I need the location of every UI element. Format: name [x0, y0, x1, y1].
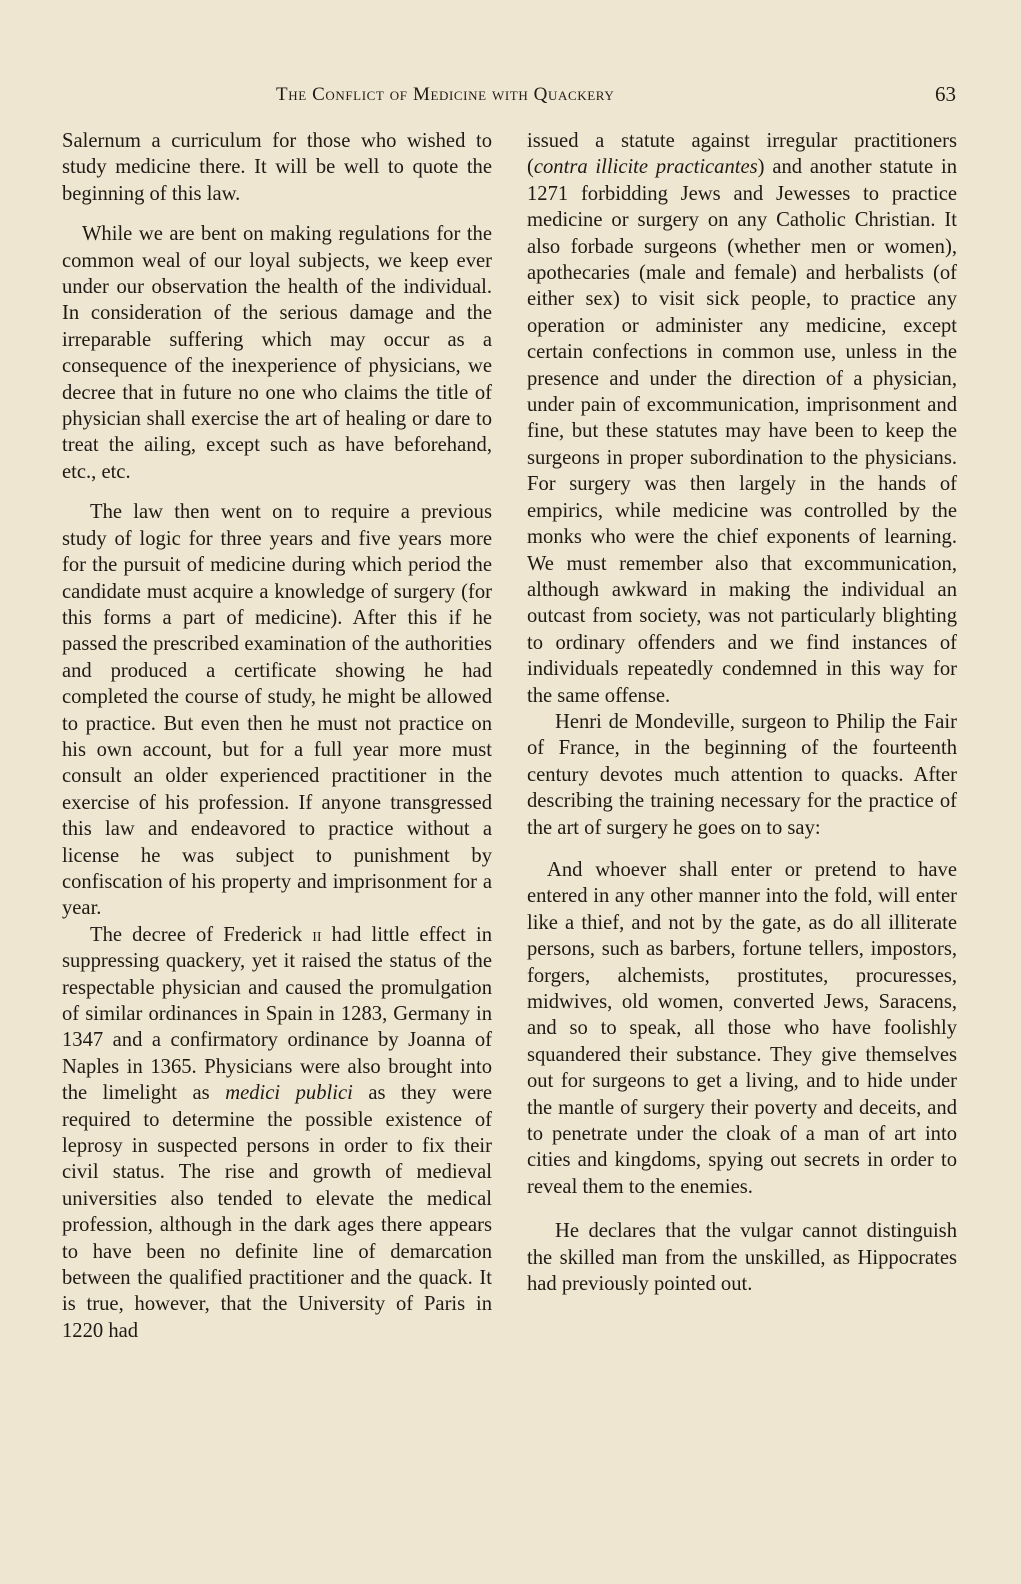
paragraph-law-requirements: The law then went on to require a previous study of logic for three years and five years more for the pursuit of medicine during which period the candidate must acquire a knowledge of surgery (for this forms a part of medicine). After this if he passed the prescribed examination of the authorities and produced a certificate showing he had completed the course of study, he might be allowed to practice. But even then he must not practice on his own account, but for a full year more must consult an older experienced practitioner in the exercise of his profession. If anyone transgressed this law and endeavored to practice without a license he was subject to punishment by confiscation of his property and imprisonment for a year.: [62, 501, 492, 920]
statute-text-a: issued a statute against irregular practitioners (: [527, 130, 957, 179]
law-quotation: [62, 221, 492, 485]
page-number: 63: [935, 82, 956, 106]
mondeville-quotation: [527, 857, 957, 1200]
mondeville-quote-text: And whoever shall enter or pretend to have entered in any other manner into the fold, will enter like a thief, and not by the gate, as do all illiterate persons, such as barbers, fortune tellers, impostors, forgers, alchemists, prostitutes, procuresses, midwives, old women, converted Jews, Saracens, and so to speak, all those who have foolishly squandered their substance. They give themselves out for surgeons to get a living, and to hide under the mantle of surgery their poverty and deceits, and to penetrate under the cloak of a man of art into cities and kingdoms, spying out secrets in order to reveal them to the enemies.: [527, 858, 957, 1198]
right-column: [527, 128, 957, 1297]
decree-text-c: as they were required to determine the possible existence of leprosy in suspected persons in order to fix their civil status. The rise and growth of medieval universities also tended to elevate the medical profession, although in the dark ages there appears to have been no definite line of demarcation between the qualified practitioner and the quack. It is true, however, that the University of Paris in 1220 had: [62, 1082, 492, 1342]
decree-text-a: The decree of Frederick: [90, 923, 313, 946]
italic-contra-illicite: contra illicite practicantes: [533, 156, 758, 179]
paragraph-mondeville: Henri de Mondeville, surgeon to Philip the Fair of France, in the beginning of the fourteenth century devotes much attention to quacks. After describing the training necessary for the practice of the art of surgery he goes on to say:: [527, 710, 957, 839]
paragraph-hippocrates: He declares that the vulgar cannot distinguish the skilled man from the unskilled, as Hippocrates had previously pointed out.: [527, 1220, 957, 1296]
paragraph-salernum: Salernum a curriculum for those who wished to study medicine there. It will be well to quote the beginning of this law.: [62, 130, 492, 205]
statute-text-b: ) and another statute in 1271 forbidding Jews and Jewesses to practice medicine or surgery on any Catholic Christian. It also forbade surgeons (whether men or women), apothecaries (male and female) and herbalists (of either sex) to visit sick people, to practice any operation or administer any medicine, except certain confections in common use, unless in the presence and under the direction of a physician, under pain of excommunication, imprisonment and fine, but these statutes may have been to keep the surgeons in proper subordination to the physicians. For surgery was then largely in the hands of empirics, while medicine was controlled by the monks who were the chief exponents of learning. We must remember also that excommunication, although awkward in making the individual an outcast from society, was not particularly blighting to ordinary offenders and we find instances of individuals repeatedly condemned in this way for the same offense.: [527, 156, 957, 707]
left-column: [62, 128, 492, 1344]
roman-numeral: ii: [312, 923, 322, 946]
law-quote-text: While we are bent on making regulations for the common weal of our loyal subjects, we keep ever under our observation the health of the individual. In consideration of the serious damage and the irreparable suffering which may occur as a consequence of the inexperience of physicians, we decree that in future no one who claims the title of physician shall exercise the art of healing or dare to treat the ailing, except such as have beforehand, etc., etc.: [62, 223, 492, 483]
paragraph-statute: [527, 128, 957, 709]
decree-text-b: had little effect in suppressing quackery, yet it raised the status of the respectable physician and caused the promulgation of similar ordinances in Spain in 1283, Germany in 1347 and a confirmatory ordinance by Joanna of Naples in 1365. Physicians were also brought into the limelight as: [62, 923, 492, 1105]
running-header-title: The Conflict of Medicine with Quackery: [276, 84, 615, 105]
italic-medici-publici: medici publici: [225, 1082, 353, 1105]
paragraph-decree-frederick: [62, 922, 492, 1345]
